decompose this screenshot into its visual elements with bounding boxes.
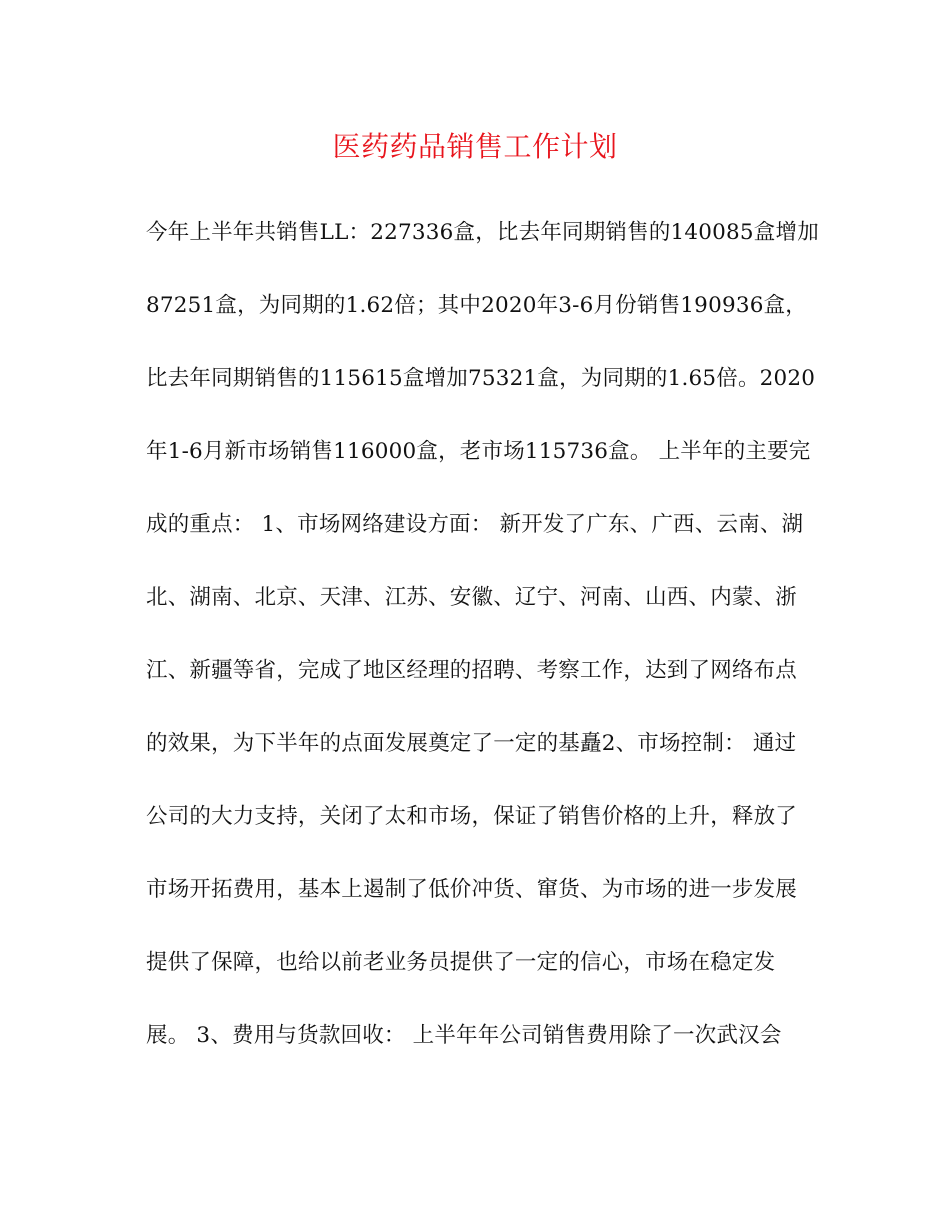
body-line: 87251盒，为同期的1.62倍；其中2020年3-6月份销售190936盒，: [146, 293, 807, 318]
body-line: 江、新疆等省，完成了地区经理的招聘、考察工作，达到了网络布点: [146, 658, 798, 683]
body-line: 提供了保障，也给以前老业务员提供了一定的信心，市场在稳定发: [146, 950, 776, 975]
body-line: 年1-6月新市场销售116000盒，老市场115736盒。 上半年的主要完: [146, 439, 811, 464]
body-line: 今年上半年共销售LL：227336盒，比去年同期销售的140085盒增加: [146, 220, 819, 245]
body-line: 北、湖南、北京、天津、江苏、安徽、辽宁、河南、山西、内蒙、浙: [146, 585, 798, 610]
document-title: 医药药品销售工作计划: [332, 130, 618, 163]
body-line: 的效果，为下半年的点面发展奠定了一定的基矗2、市场控制： 通过: [146, 731, 797, 756]
body-line: 公司的大力支持，关闭了太和市场，保证了销售价格的上升，释放了: [146, 804, 798, 829]
body-line: 市场开拓费用，基本上遏制了低价冲货、窜货、为市场的进一步发展: [146, 877, 798, 902]
document-body: [146, 210, 819, 1086]
body-line: 成的重点： 1、市场网络建设方面： 新开发了广东、广西、云南、湖: [146, 512, 804, 537]
body-line: 展。 3、费用与货款回收： 上半年年公司销售费用除了一次武汉会: [146, 1023, 782, 1048]
body-line: 比去年同期销售的115615盒增加75321盒，为同期的1.65倍。2020: [146, 366, 816, 391]
